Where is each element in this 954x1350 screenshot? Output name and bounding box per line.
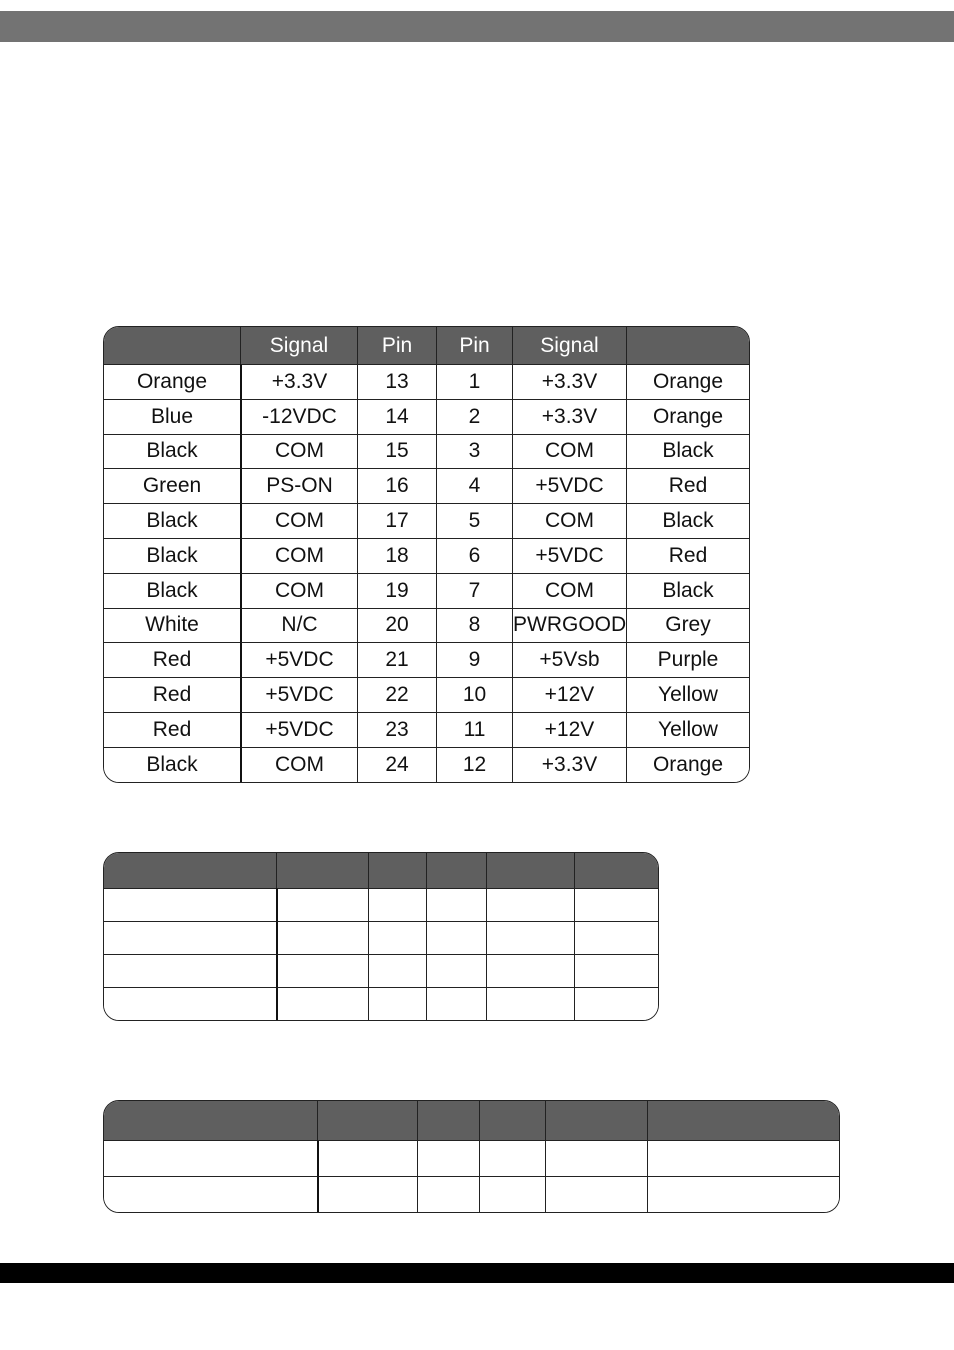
table-cell bbox=[486, 987, 574, 1020]
table-cell bbox=[479, 1140, 545, 1176]
table-cell bbox=[276, 921, 368, 954]
table-row bbox=[104, 921, 658, 954]
table-cell bbox=[368, 921, 426, 954]
table-row bbox=[104, 608, 749, 643]
table-cell bbox=[368, 954, 426, 987]
wire-color-left-cell: Red bbox=[104, 642, 240, 677]
pin-right-cell: 2 bbox=[436, 399, 512, 434]
signal-right-cell: COM bbox=[512, 573, 626, 608]
table-cell bbox=[417, 1176, 479, 1212]
pin-left-cell: 16 bbox=[357, 468, 436, 503]
table-row bbox=[104, 747, 749, 782]
table-row bbox=[104, 573, 749, 608]
pin-right-cell: 5 bbox=[436, 503, 512, 538]
table-cell bbox=[426, 853, 486, 888]
table-2-header-row bbox=[104, 853, 658, 888]
table-cell bbox=[426, 888, 486, 921]
header-pin-left: Pin bbox=[357, 327, 436, 364]
wire-color-left-cell: Red bbox=[104, 677, 240, 712]
wire-color-left-cell: Black bbox=[104, 538, 240, 573]
table-cell bbox=[426, 954, 486, 987]
wire-color-right-cell: Black bbox=[626, 434, 749, 469]
table-row bbox=[104, 888, 658, 921]
table-cell bbox=[647, 1101, 839, 1140]
pin-right-cell: 4 bbox=[436, 468, 512, 503]
table-cell bbox=[104, 1140, 317, 1176]
signal-right-cell: +5VDC bbox=[512, 468, 626, 503]
table-cell bbox=[574, 954, 658, 987]
table-cell bbox=[479, 1176, 545, 1212]
wire-color-right-cell: Black bbox=[626, 573, 749, 608]
table-row bbox=[104, 399, 749, 434]
pin-left-cell: 23 bbox=[357, 712, 436, 747]
pin-right-cell: 1 bbox=[436, 364, 512, 399]
table-cell bbox=[104, 921, 276, 954]
empty-table-2 bbox=[103, 852, 659, 1021]
wire-color-right-cell: Purple bbox=[626, 642, 749, 677]
signal-right-cell: COM bbox=[512, 434, 626, 469]
wire-color-left-cell: Black bbox=[104, 434, 240, 469]
table-cell bbox=[486, 888, 574, 921]
signal-right-cell: +3.3V bbox=[512, 399, 626, 434]
table-cell bbox=[368, 853, 426, 888]
pin-left-cell: 15 bbox=[357, 434, 436, 469]
pin-left-cell: 14 bbox=[357, 399, 436, 434]
signal-right-cell: +5VDC bbox=[512, 538, 626, 573]
signal-right-cell: COM bbox=[512, 503, 626, 538]
table-cell bbox=[417, 1140, 479, 1176]
signal-left-cell: PS-ON bbox=[240, 468, 357, 503]
table-cell bbox=[647, 1140, 839, 1176]
table-row bbox=[104, 364, 749, 399]
table-cell bbox=[426, 987, 486, 1020]
table-cell bbox=[317, 1176, 417, 1212]
wire-color-left-cell: Blue bbox=[104, 399, 240, 434]
wire-color-right-cell: Grey bbox=[626, 608, 749, 643]
table-cell bbox=[276, 987, 368, 1020]
table-cell bbox=[104, 987, 276, 1020]
wire-color-left-cell: Green bbox=[104, 468, 240, 503]
table-cell bbox=[104, 853, 276, 888]
wire-color-left-cell: White bbox=[104, 608, 240, 643]
wire-color-right-cell: Orange bbox=[626, 364, 749, 399]
table-cell bbox=[486, 853, 574, 888]
header-signal-left: Signal bbox=[240, 327, 357, 364]
table-cell bbox=[574, 921, 658, 954]
table-cell bbox=[545, 1176, 647, 1212]
signal-left-cell: +3.3V bbox=[240, 364, 357, 399]
header-wire-color-left bbox=[104, 327, 240, 364]
table-cell bbox=[104, 1176, 317, 1212]
table-cell bbox=[417, 1101, 479, 1140]
pin-left-cell: 21 bbox=[357, 642, 436, 677]
signal-right-cell: +12V bbox=[512, 712, 626, 747]
table-row bbox=[104, 468, 749, 503]
signal-left-cell: N/C bbox=[240, 608, 357, 643]
wire-color-left-cell: Black bbox=[104, 503, 240, 538]
signal-left-cell: COM bbox=[240, 573, 357, 608]
signal-left-cell: COM bbox=[240, 538, 357, 573]
signal-right-cell: +3.3V bbox=[512, 747, 626, 782]
wire-color-left-cell: Black bbox=[104, 747, 240, 782]
wire-color-right-cell: Yellow bbox=[626, 712, 749, 747]
bottom-banner bbox=[0, 1263, 954, 1283]
table-cell bbox=[574, 853, 658, 888]
table-row bbox=[104, 1140, 839, 1176]
pin-left-cell: 17 bbox=[357, 503, 436, 538]
table-cell bbox=[479, 1101, 545, 1140]
pin-left-cell: 13 bbox=[357, 364, 436, 399]
pin-right-cell: 10 bbox=[436, 677, 512, 712]
table-cell bbox=[368, 888, 426, 921]
top-banner bbox=[0, 11, 954, 42]
pin-right-cell: 3 bbox=[436, 434, 512, 469]
wire-color-left-cell: Black bbox=[104, 573, 240, 608]
pin-right-cell: 7 bbox=[436, 573, 512, 608]
header-pin-right: Pin bbox=[436, 327, 512, 364]
wire-color-left-cell: Orange bbox=[104, 364, 240, 399]
table-cell bbox=[276, 853, 368, 888]
signal-right-cell: +3.3V bbox=[512, 364, 626, 399]
table-row bbox=[104, 1176, 839, 1212]
pin-right-cell: 12 bbox=[436, 747, 512, 782]
table-cell bbox=[545, 1140, 647, 1176]
wire-color-right-cell: Yellow bbox=[626, 677, 749, 712]
table-cell bbox=[104, 1101, 317, 1140]
wire-color-right-cell: Red bbox=[626, 468, 749, 503]
table-cell bbox=[647, 1176, 839, 1212]
signal-left-cell: COM bbox=[240, 434, 357, 469]
table-cell bbox=[276, 888, 368, 921]
signal-left-cell: +5VDC bbox=[240, 712, 357, 747]
table-cell bbox=[574, 888, 658, 921]
header-wire-color-right bbox=[626, 327, 749, 364]
wire-color-right-cell: Black bbox=[626, 503, 749, 538]
pin-right-cell: 9 bbox=[436, 642, 512, 677]
table-cell bbox=[104, 954, 276, 987]
table-cell bbox=[317, 1140, 417, 1176]
table-row bbox=[104, 712, 749, 747]
table-cell bbox=[486, 921, 574, 954]
table-row bbox=[104, 503, 749, 538]
table-row bbox=[104, 987, 658, 1020]
empty-table-3 bbox=[103, 1100, 840, 1213]
signal-left-cell: +5VDC bbox=[240, 677, 357, 712]
wire-color-right-cell: Orange bbox=[626, 399, 749, 434]
pin-right-cell: 11 bbox=[436, 712, 512, 747]
signal-right-cell: +12V bbox=[512, 677, 626, 712]
table-cell bbox=[574, 987, 658, 1020]
wire-color-right-cell: Orange bbox=[626, 747, 749, 782]
table-cell bbox=[426, 921, 486, 954]
pin-left-cell: 20 bbox=[357, 608, 436, 643]
table-row bbox=[104, 434, 749, 469]
table-cell bbox=[486, 954, 574, 987]
table-cell bbox=[368, 987, 426, 1020]
signal-left-cell: +5VDC bbox=[240, 642, 357, 677]
pin-left-cell: 24 bbox=[357, 747, 436, 782]
table-3-header-row bbox=[104, 1101, 839, 1140]
pin-left-cell: 22 bbox=[357, 677, 436, 712]
signal-right-cell: +5Vsb bbox=[512, 642, 626, 677]
table-row bbox=[104, 677, 749, 712]
wire-color-right-cell: Red bbox=[626, 538, 749, 573]
signal-left-cell: -12VDC bbox=[240, 399, 357, 434]
table-cell bbox=[317, 1101, 417, 1140]
pin-left-cell: 18 bbox=[357, 538, 436, 573]
table-cell bbox=[104, 888, 276, 921]
signal-left-cell: COM bbox=[240, 747, 357, 782]
table-row bbox=[104, 538, 749, 573]
pin-right-cell: 8 bbox=[436, 608, 512, 643]
pinout-table bbox=[103, 326, 750, 783]
signal-left-cell: COM bbox=[240, 503, 357, 538]
table-cell bbox=[545, 1101, 647, 1140]
signal-right-cell: PWRGOOD bbox=[512, 608, 626, 643]
pinout-header-row bbox=[104, 327, 749, 364]
pin-left-cell: 19 bbox=[357, 573, 436, 608]
header-signal-right: Signal bbox=[512, 327, 626, 364]
pin-right-cell: 6 bbox=[436, 538, 512, 573]
table-row bbox=[104, 954, 658, 987]
table-row bbox=[104, 642, 749, 677]
table-cell bbox=[276, 954, 368, 987]
wire-color-left-cell: Red bbox=[104, 712, 240, 747]
